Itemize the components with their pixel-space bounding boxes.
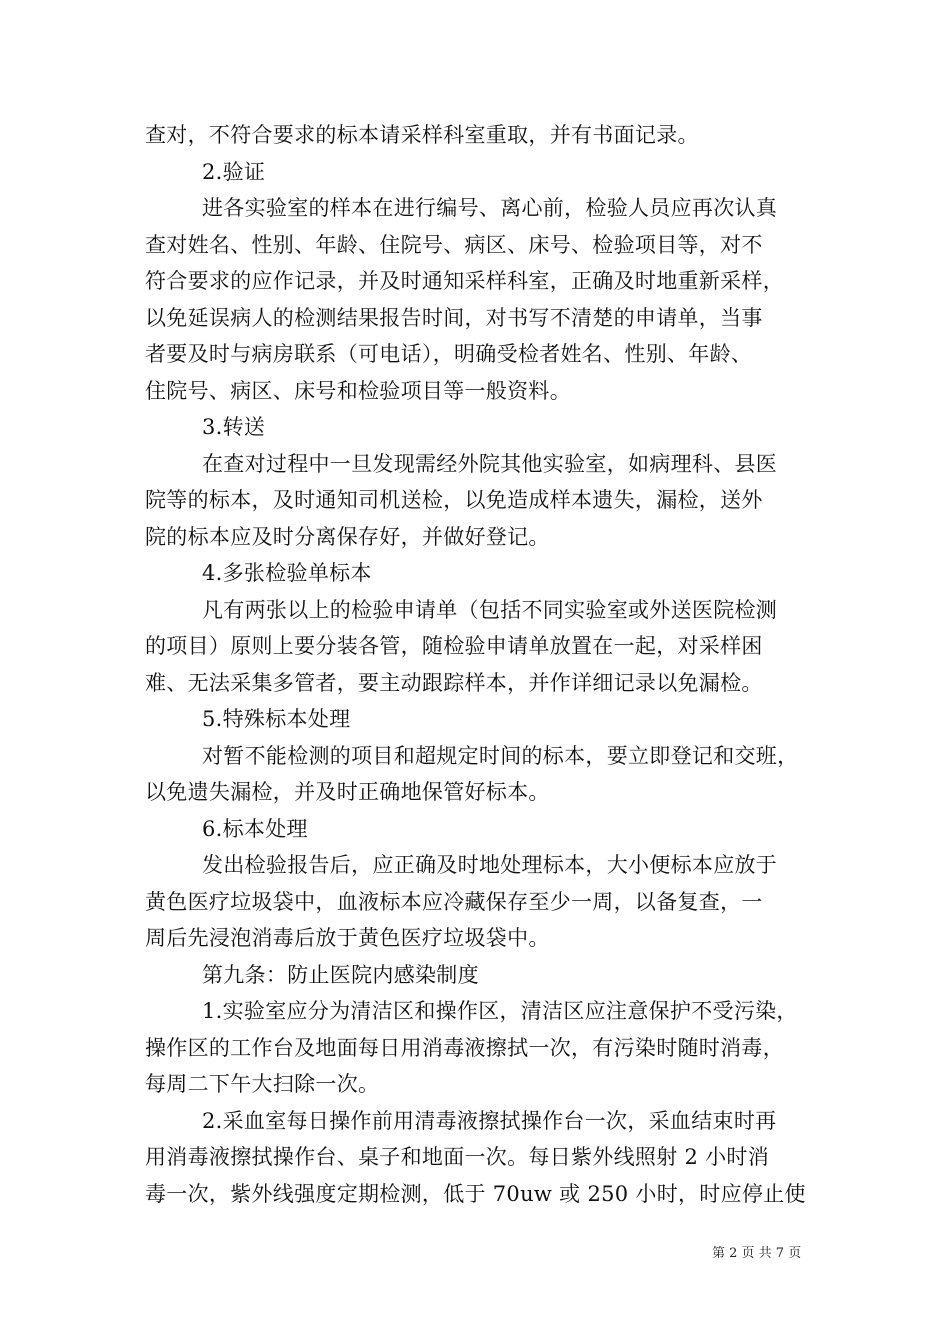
text-line: 查对姓名、性别、年龄、住院号、病区、床号、检验项目等，对不: [145, 232, 763, 257]
text-line: 在查对过程中一旦发现需经外院其他实验室，如病理科、县医: [202, 451, 778, 476]
article-heading: 第九条：防止医院内感染制度: [202, 962, 479, 987]
document-body: [145, 117, 820, 1212]
text-line: 以免遗失漏检，并及时正确地保管好标本。: [145, 780, 550, 804]
text-line: 黄色医疗垃圾袋中，血液标本应冷藏保存至少一周，以备复查，一: [145, 889, 763, 914]
text-line: 每周二下午大扫除一次。: [145, 1072, 380, 1096]
text-line: 2.采血室每日操作前用清毒液擦拭操作台一次，采血结束时再: [202, 1108, 777, 1133]
text-line: 发出检验报告后，应正确及时地处理标本，大小便标本应放于: [202, 853, 778, 877]
text-line: 院的标本应及时分离保存好，并做好登记。: [145, 524, 550, 549]
text-line: 查对，不符合要求的标本请采样科室重取，并有书面记录。: [145, 123, 699, 147]
text-line: 院等的标本，及时通知司机送检，以免造成样本遗失，漏检，送外: [145, 488, 763, 512]
text-line: 符合要求的应作记录，并及时通知采样科室，正确及时地重新采样，: [145, 269, 784, 293]
section-heading: 2.验证: [202, 159, 266, 184]
text-line: 对暂不能检测的项目和超规定时间的标本，要立即登记和交班，: [202, 743, 799, 768]
text-line: 1.实验室应分为清洁区和操作区，清洁区应注意保护不受污染，: [202, 999, 798, 1023]
text-line: 凡有两张以上的检验申请单（包括不同实验室或外送医院检测: [202, 597, 778, 622]
text-line: 的项目）原则上要分装各管，随检验申请单放置在一起，对采样困: [145, 634, 763, 658]
section-heading: 6.标本处理: [202, 816, 308, 841]
text-line: 操作区的工作台及地面每日用消毒液擦拭一次，有污染时随时消毒，: [145, 1035, 784, 1060]
text-line: 用消毒液擦拭操作台、桌子和地面一次。每日紫外线照射 2 小时消: [145, 1145, 770, 1169]
section-heading: 5.特殊标本处理: [202, 707, 351, 731]
text-line: 周后先浸泡消毒后放于黄色医疗垃圾袋中。: [145, 926, 550, 950]
text-line: 者要及时与病房联系（可电话），明确受检者姓名、性别、年龄、: [145, 342, 753, 366]
text-line: 难、无法采集多管者，要主动跟踪样本，并作详细记录以免漏检。: [145, 670, 763, 695]
section-heading: 4.多张检验单标本: [202, 561, 372, 585]
page-number: 第 2 页 共 7 页: [712, 1246, 802, 1261]
text-line: 住院号、病区、床号和检验项目等一般资料。: [145, 378, 571, 403]
text-line: 以免延误病人的检测结果报告时间，对书写不清楚的申请单，当事: [145, 305, 763, 330]
section-heading: 3.转送: [202, 415, 266, 439]
text-line: 进各实验室的样本在进行编号、离心前，检验人员应再次认真: [202, 196, 778, 220]
text-line: 毒一次，紫外线强度定期检测，低于 70uw 或 250 小时，时应停止使: [145, 1181, 806, 1206]
